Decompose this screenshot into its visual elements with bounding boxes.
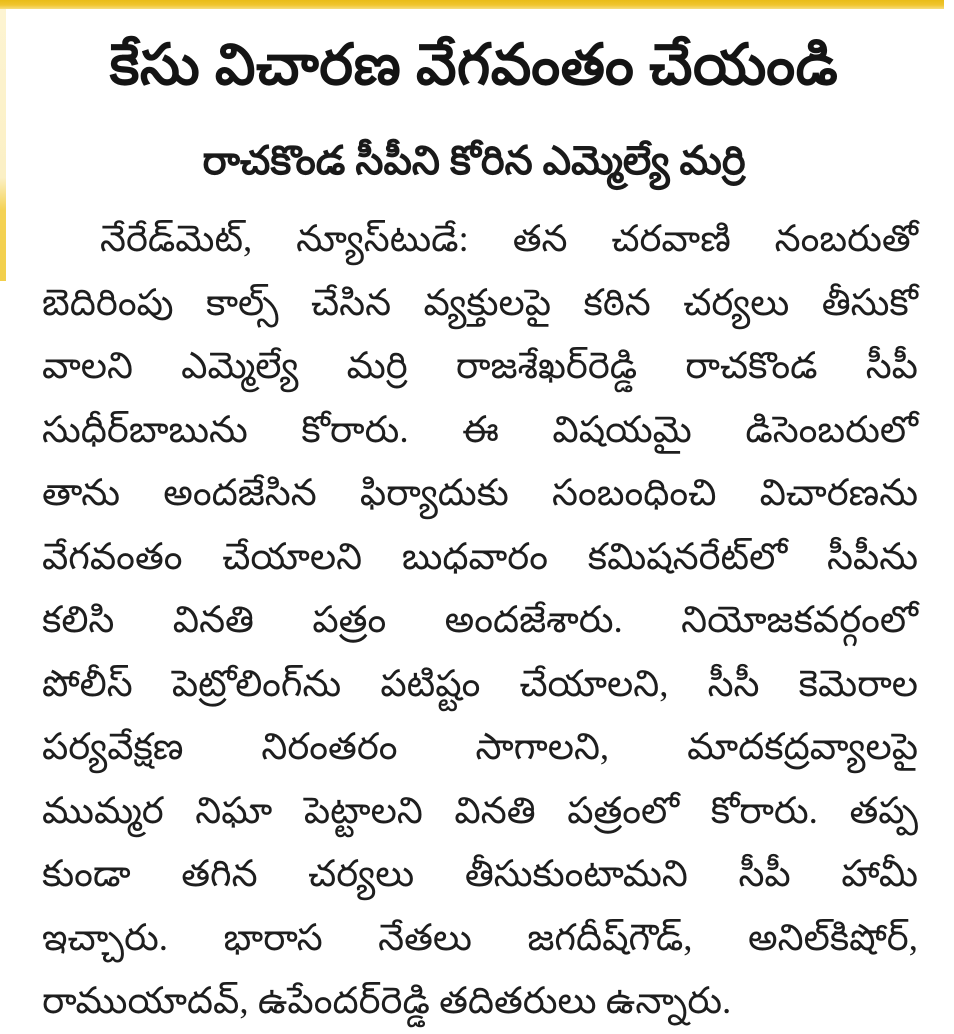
body-text-line: బెదిరింపు కాల్స్ చేసిన వ్యక్తులపై కఠిన చర్యలు తీసుకో [42, 282, 918, 324]
top-yellow-rule [0, 0, 944, 9]
body-text-line: నేరేడ్‌మెట్, న్యూస్‌టుడే: తన చరవాణి నంబరుతో [100, 219, 918, 260]
left-yellow-rule [0, 9, 6, 281]
body-text-line: తాను అందజేసిన ఫిర్యాదుకు సంబంధించి విచారణను [42, 473, 918, 514]
body-text-line: పర్యవేక్షణ నిరంతరం సాగాలని, మాదకద్రవ్యాలపై [42, 727, 918, 768]
body-text-line: పోలీస్ పెట్రోలింగ్‌ను పటిష్టం చేయాలని, సీసీ కెమెరాల [42, 663, 918, 705]
body-text-line: వాలని ఎమ్మెల్యే మర్రి రాజశేఖర్‌రెడ్డి రాచకొండ సీపీ [42, 346, 918, 387]
body-text-line: ముమ్మర నిఘా పెట్టాలని వినతి పత్రంలో కోరారు. తప్ప [42, 790, 918, 832]
headline: కేసు విచారణ వేగవంతం చేయండి [109, 34, 839, 97]
body-text-line: ఇచ్చారు. భారాస నేతలు జగదీష్‌గౌడ్, అనిల్‌కిషోర్, [42, 917, 918, 959]
body-text-line: సుధీర్‌బాబును కోరారు. ఈ విషయమై డిసెంబరులో [42, 409, 918, 451]
body-text-line: రాముయాదవ్, ఉపేందర్‌రెడ్డి తదితరులు ఉన్నారు. [42, 981, 732, 1022]
body-text-line: వేగవంతం చేయాలని బుధవారం కమిషనరేట్‌లో సీపీను [42, 536, 918, 578]
body-text-line: కలిసి వినతి పత్రం అందజేశారు. నియోజకవర్గంలో [42, 600, 918, 641]
body-text-line: కుండా తగిన చర్యలు తీసుకుంటామని సీపీ హామీ [42, 854, 918, 895]
subheadline: రాచకొండ సీపీని కోరిన ఎమ్మెల్యే మర్రి [202, 138, 746, 183]
article-body [42, 208, 918, 1034]
